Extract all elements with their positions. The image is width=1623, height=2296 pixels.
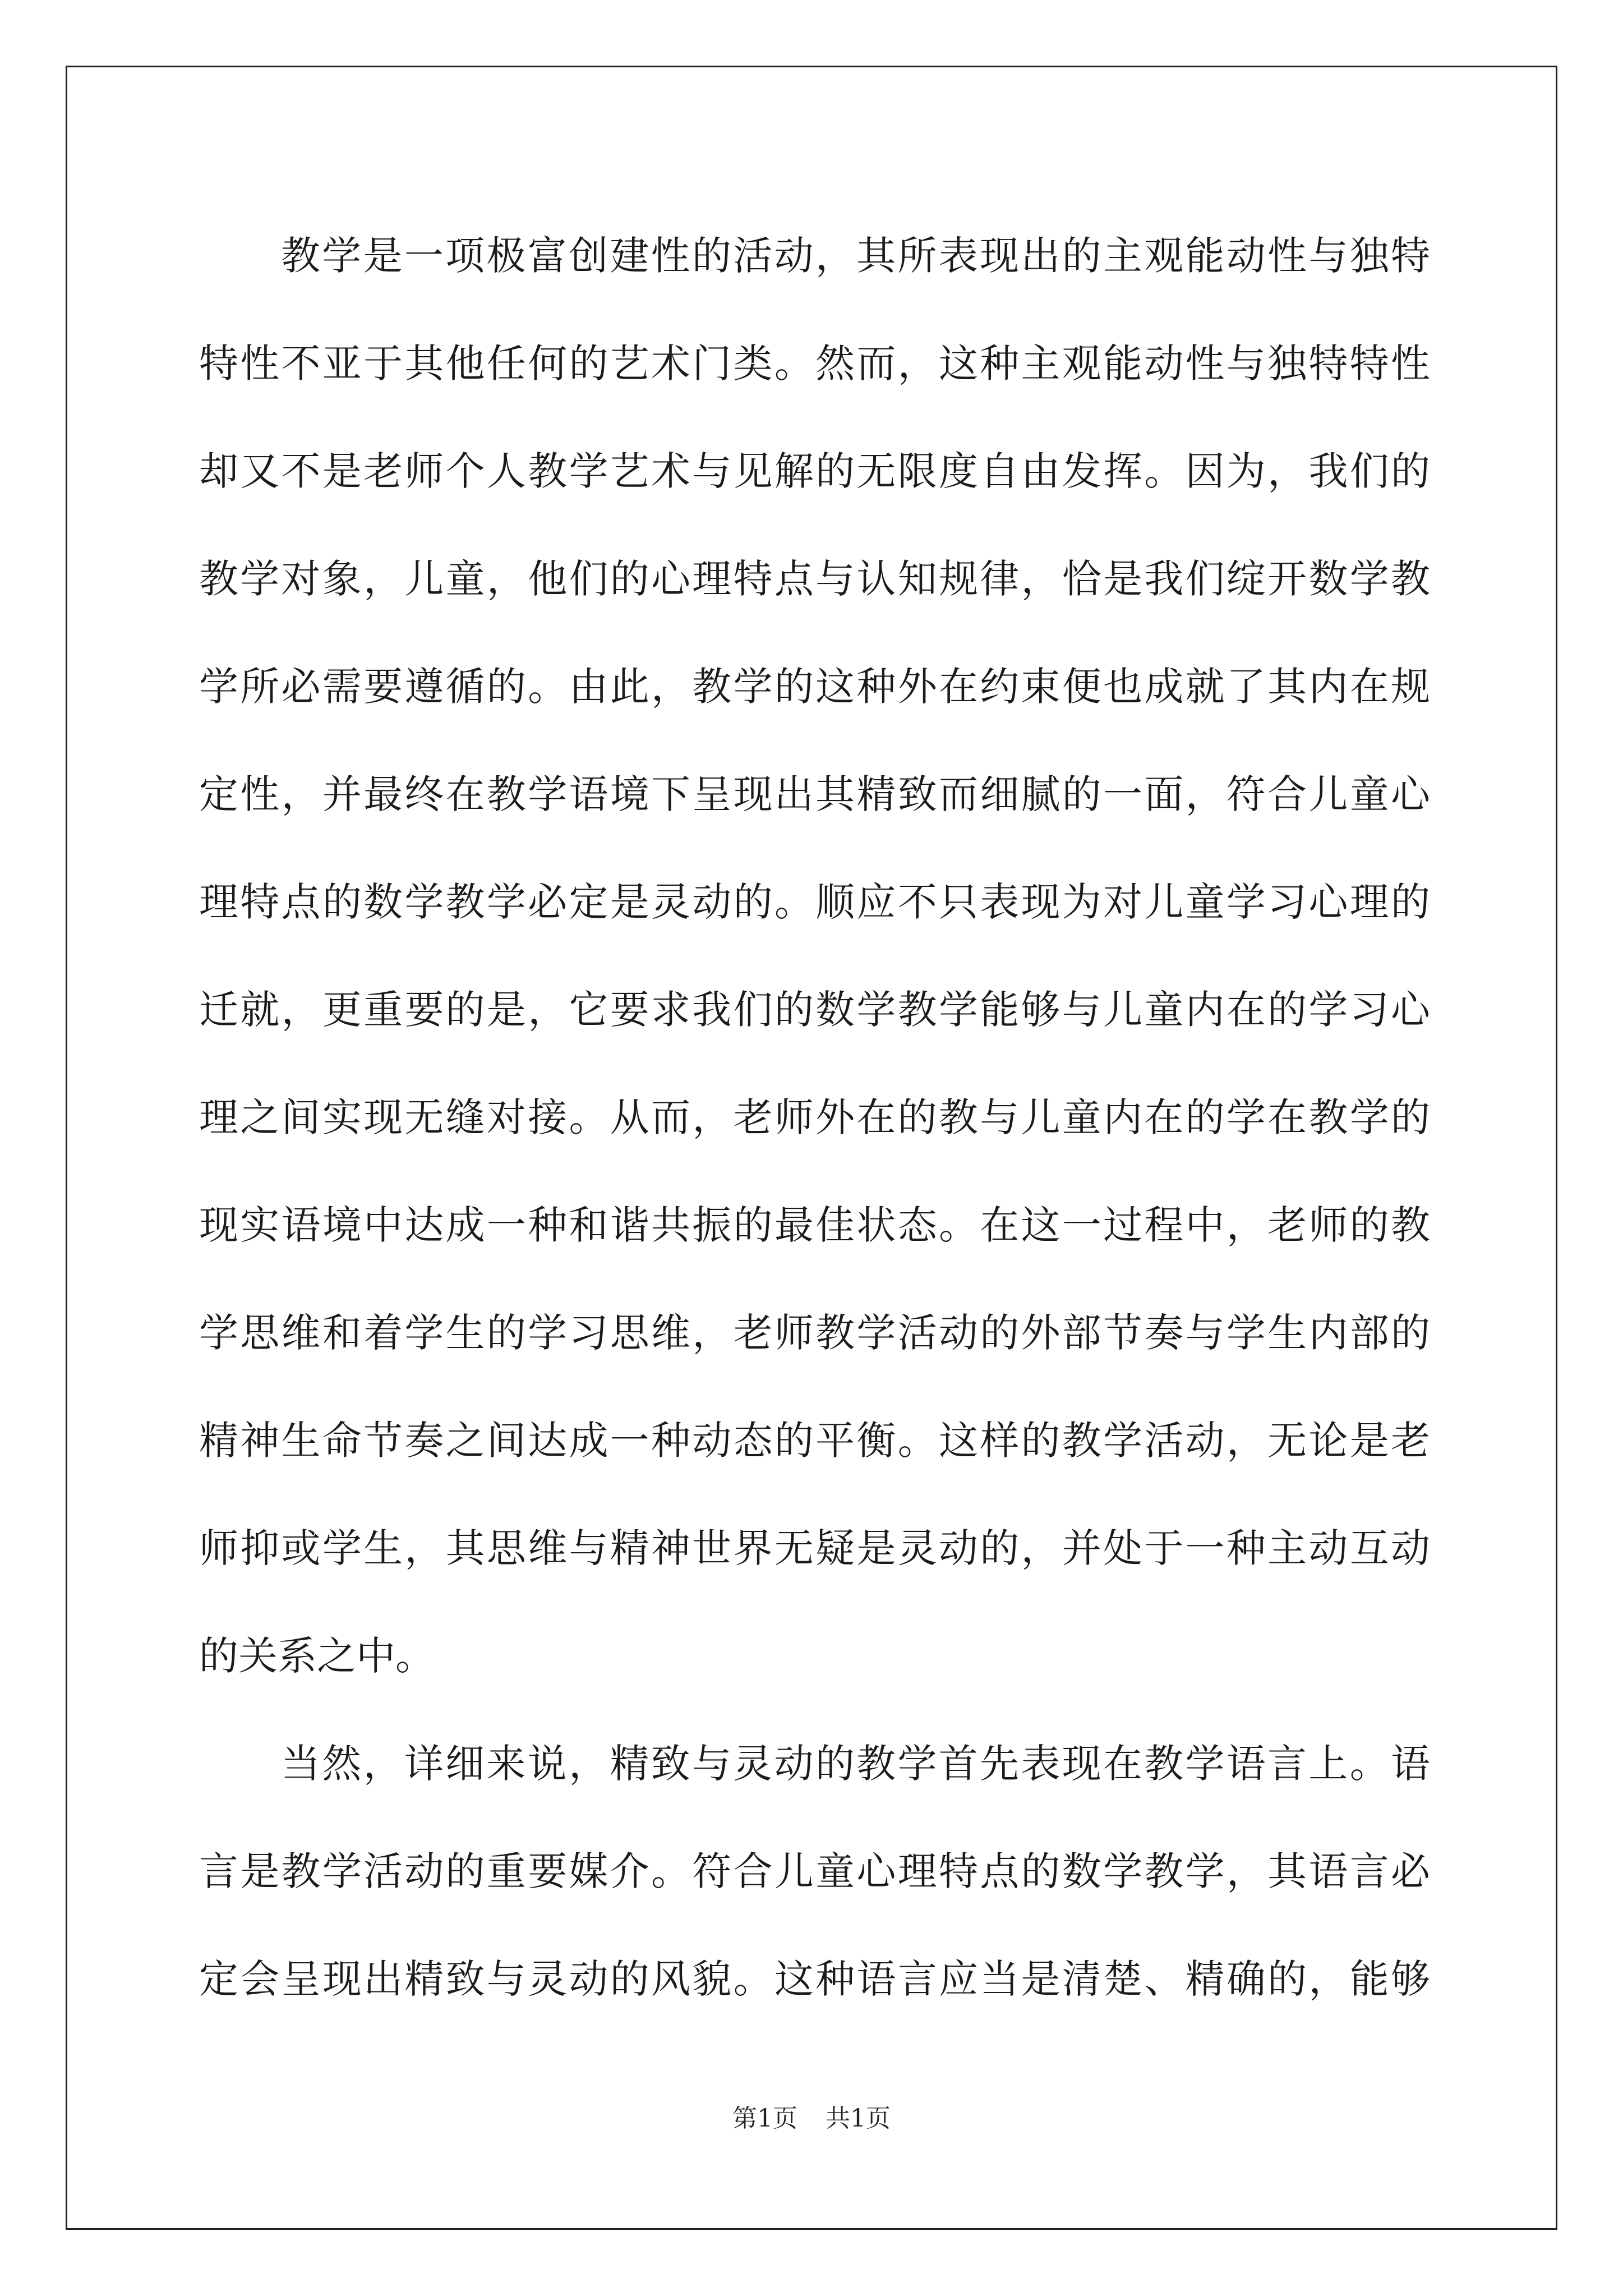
text-line: 精神生命节奏之间达成一种动态的平衡。这样的教学活动，无论是老: [199, 1418, 1430, 1464]
text-line: 定会呈现出精致与灵动的风貌。这种语言应当是清楚、精确的，能够: [199, 1956, 1430, 2002]
text-line: 理特点的数学教学必定是灵动的。顺应不只表现为对儿童学习心理的: [199, 879, 1430, 925]
text-line: 却又不是老师个人教学艺术与见解的无限度自由发挥。因为，我们的: [199, 448, 1430, 494]
text-line: 定性，并最终在教学语境下呈现出其精致而细腻的一面，符合儿童心: [199, 771, 1430, 817]
body-text: [199, 202, 1430, 2033]
text-line: 教学对象，儿童，他们的心理特点与认知规律，恰是我们绽开数学教: [199, 556, 1430, 602]
text-line: 师抑或学生，其思维与精神世界无疑是灵动的，并处于一种主动互动: [199, 1525, 1430, 1571]
text-line: 特性不亚于其他任何的艺术门类。然而，这种主观能动性与独特特性: [199, 341, 1430, 386]
text-line: 迁就，更重要的是，它要求我们的数学教学能够与儿童内在的学习心: [199, 987, 1430, 1033]
text-line: 学所必需要遵循的。由此，教学的这种外在约束便也成就了其内在规: [199, 664, 1430, 710]
text-line: 现实语境中达成一种和谐共振的最佳状态。在这一过程中，老师的教: [199, 1202, 1430, 1248]
text-line: 教学是一项极富创建性的活动，其所表现出的主观能动性与独特: [281, 233, 1430, 279]
text-line: 理之间实现无缝对接。从而，老师外在的教与儿童内在的学在教学的: [199, 1094, 1430, 1140]
text-line: 的关系之中。: [199, 1633, 435, 1679]
text-line: 学思维和着学生的学习思维，老师教学活动的外部节奏与学生内部的: [199, 1310, 1430, 1356]
page-footer: [0, 2098, 1623, 2134]
page-total: 共1页: [826, 2104, 891, 2133]
page-number: 第1页: [732, 2104, 797, 2133]
text-line: 言是教学活动的重要媒介。符合儿童心理特点的数学教学，其语言必: [199, 1848, 1430, 1894]
text-line: 当然，详细来说，精致与灵动的教学首先表现在教学语言上。语: [281, 1741, 1430, 1787]
